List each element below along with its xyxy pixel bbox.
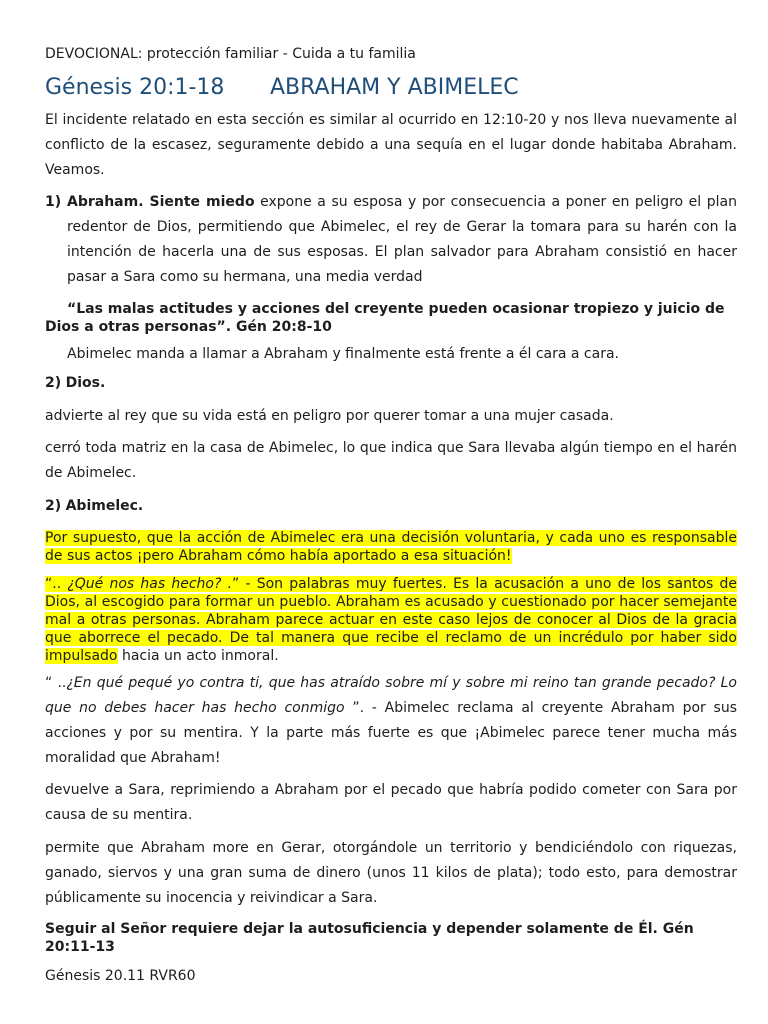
dios-paragraph-2: cerró toda matriz en la casa de Abimelec, lo que indica que Sara llevaba algún tiempo en el harén de Abimelec.	[45, 440, 737, 481]
point-2-lead: Dios.	[65, 375, 106, 391]
scripture-reference: Génesis 20:1-18	[45, 75, 225, 100]
key-quote-2: Seguir al Señor requiere dejar la autosuficiencia y depender solamente de Él. Gén 20:11-13	[45, 921, 694, 955]
devuelve-paragraph: devuelve a Sara, reprimiendo a Abraham por el pecado que habría podido cometer con Sara por causa de su mentira.	[45, 782, 737, 823]
point-2-number: 2)	[45, 375, 62, 391]
intro-paragraph: El incidente relatado en esta sección es similar al ocurrido en 12:10-20 y nos lleva nuevamente al conflicto de la escasez, seguramente debido a una sequía en el lugar donde habitaba Abraham. Veamos.	[45, 112, 737, 178]
key-quote-1: “Las malas actitudes y acciones del creyente pueden ocasionar tropiezo y juicio de Dios a otras personas”. Gén 20:8-10	[45, 301, 725, 335]
point-3	[45, 494, 737, 519]
point-1-text: expone a su esposa y por consecuencia a poner en peligro el plan redentor de Dios, permitiendo que Abimelec, el rey de Gerar la tomara para su harén con la intención de hacerla una de sus esposas. El plan salvador para Abraham consistió en hacer pasar a Sara como su hermana, una media verdad	[67, 194, 737, 285]
dios-paragraph-1: advierte al rey que su vida está en peligro por querer tomar a una mujer casada.	[45, 408, 614, 424]
point-2	[45, 371, 737, 396]
highlighted-paragraph-2: “.. ¿Qué nos has hecho? .” - Son palabras muy fuertes. Es la acusación a uno de los santos de Dios, al escogido para formar un pueblo. Abraham es acusado y cuestionado por hacer semejante mal a otras personas. Abraham parece actuar en este caso lejos de conocer al Dios de la gracia que aborrece el pecado. De tal manera que recibe el reclamo de un incrédulo por haber sido impulsado hacia un acto inmoral.	[45, 576, 738, 664]
footer-reference: Génesis 20.11 RVR60	[45, 968, 196, 984]
title-heading: ABRAHAM Y ABIMELEC	[270, 75, 519, 100]
quote-paragraph: “ ..¿En qué pequé yo contra ti, que has atraído sobre mí y sobre mi reino tan grande pecado? Lo que no debes hacer has hecho conmigo ”. - Abimelec reclama al creyente Abraham por sus acciones y por su mentira. Y la parte más fuerte es que ¡Abimelec parece tener mucha más moralidad que Abraham!	[45, 675, 738, 766]
point-3-lead: Abimelec.	[65, 498, 144, 514]
point-1	[45, 190, 737, 290]
highlighted-paragraph-1: Por supuesto, que la acción de Abimelec era una decisión voluntaria, y cada uno es responsable de sus actos ¡pero Abraham cómo había aportado a esa situación!	[45, 530, 737, 564]
page-title	[45, 74, 519, 102]
permite-paragraph: permite que Abraham more en Gerar, otorgándole un territorio y bendiciéndolo con riquezas, ganado, siervos y una gran suma de dinero (unos 11 kilos de plata); todo esto, para demostrar públicamente su inocencia y reivindicar a Sara.	[45, 840, 737, 906]
abimelec-line: Abimelec manda a llamar a Abraham y finalmente está frente a él cara a cara.	[67, 346, 619, 362]
point-1-number: 1)	[45, 194, 62, 210]
point-1-lead: Abraham. Siente miedo	[67, 194, 255, 210]
point-3-number: 2)	[45, 498, 62, 514]
devotional-header: DEVOCIONAL: protección familiar - Cuida a tu familia	[45, 46, 416, 62]
